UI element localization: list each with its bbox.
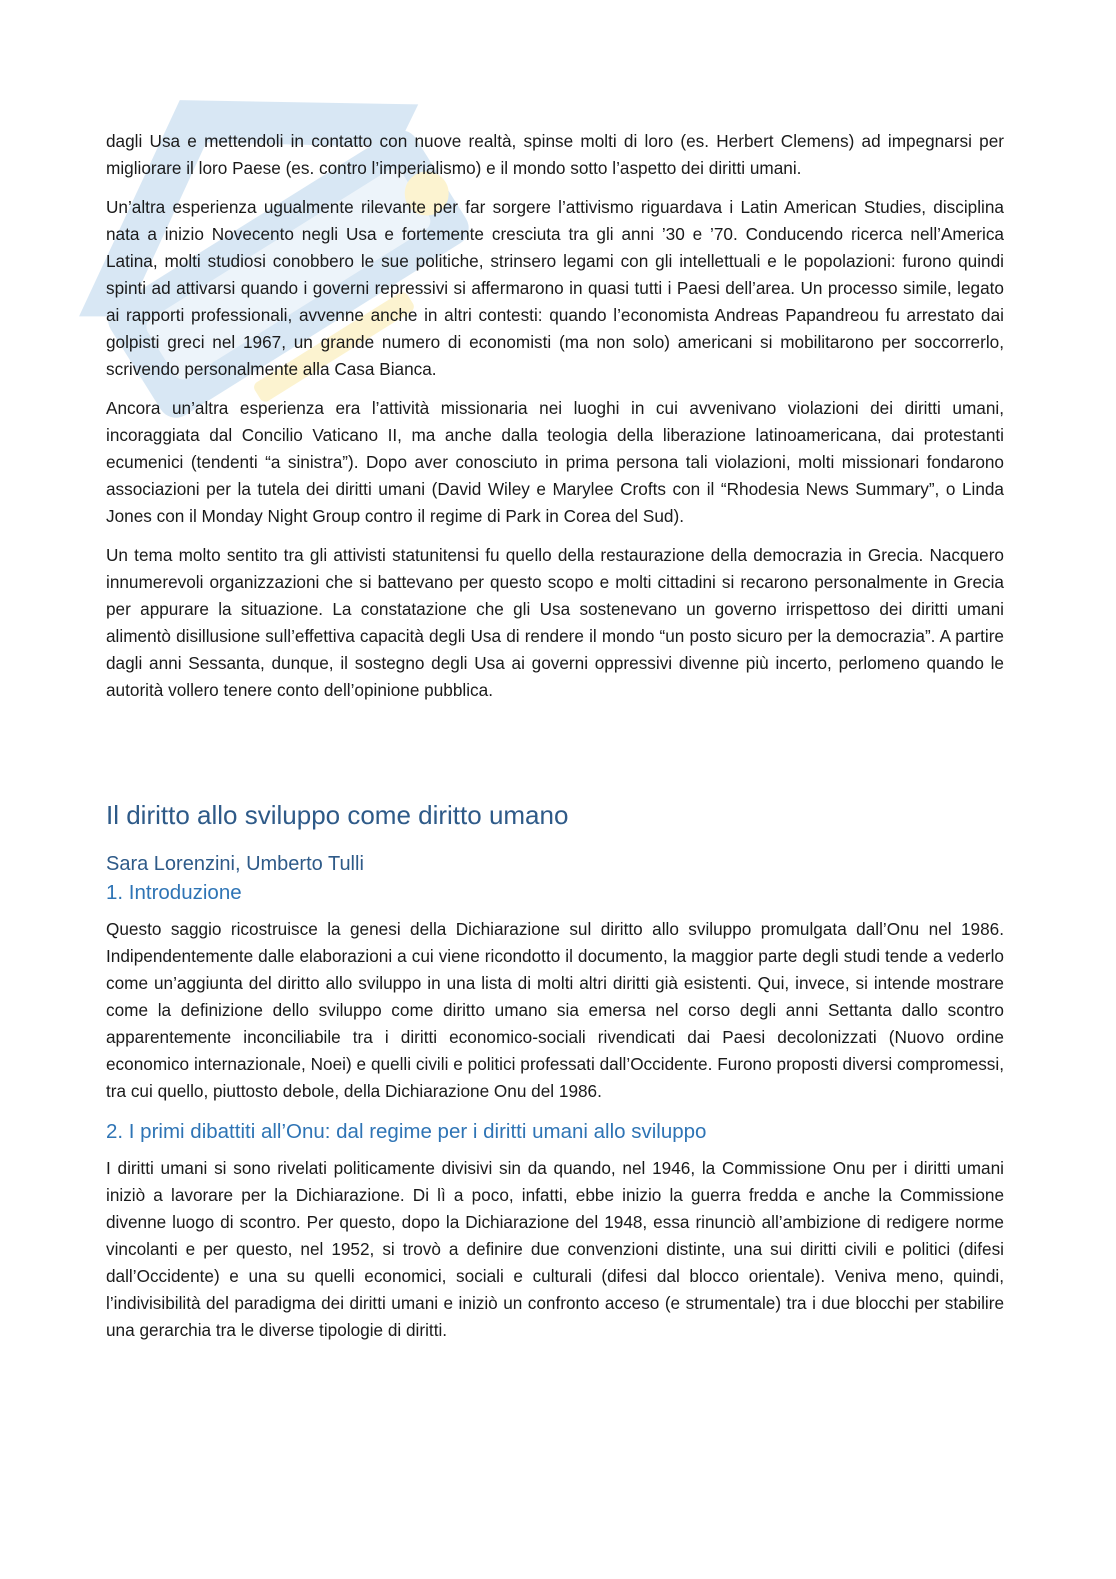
chapter-title: Il diritto allo sviluppo come diritto umano: [106, 800, 569, 830]
section-heading-primi-dibattiti: 2. I primi dibattiti all’Onu: dal regime per i diritti umani allo sviluppo: [106, 1120, 707, 1143]
paragraph: Un tema molto sentito tra gli attivisti statunitensi fu quello della restaurazione della democrazia in Grecia. Nacquero innumerevoli organizzazioni che si battevano per questo scopo e molti cittadini si recarono personalmente in Grecia per appurare la situazione. La constatazione che gli Usa sostenevano un governo irrispettoso dei diritti umani alimentò disillusione sull’effettiva capacità degli Usa di rendere il mondo “un posto sicuro per la democrazia”. A partire dagli anni Sessanta, dunque, il sostegno degli Usa ai governi oppressivi divenne più incerto, perlomeno quando le autorità vollero tenere conto dell’opinione pubblica.: [106, 545, 1004, 700]
document-page: [106, 128, 1004, 1356]
section-paragraph: I diritti umani si sono rivelati politicamente divisivi sin da quando, nel 1946, la Commissione Onu per i diritti umani iniziò a lavorare per la Dichiarazione. Di lì a poco, infatti, ebbe inizio la guerra fredda e anche la Commissione divenne luogo di scontro. Per questo, dopo la Dichiarazione del 1948, essa rinunciò all’ambizione di redigere norme vincolanti e per questo, nel 1952, si trovò a definire due convenzioni distinte, una sui diritti civili e politici (difesi dall’Occidente) e una su quelli economici, sociali e culturali (difesi dal blocco orientale). Veniva meno, quindi, l’indivisibilità del paradigma dei diritti umani e iniziò un confronto acceso (e strumentale) tra i due blocchi per stabilire una gerarchia tra le diverse tipologie di diritti.: [106, 1158, 1004, 1340]
paragraph: Ancora un’altra esperienza era l’attività missionaria nei luoghi in cui avvenivano violazioni dei diritti umani, incoraggiata dal Concilio Vaticano II, ma anche dalla teologia della liberazione latinoamericana, dai protestanti ecumenici (tendenti “a sinistra”). Dopo aver conosciuto in prima persona tali violazioni, molti missionari fondarono associazioni per la tutela dei diritti umani (David Wiley e Marylee Crofts con il “Rhodesia News Summary”, o Linda Jones con il Monday Night Group contro il regime di Park in Corea del Sud).: [106, 398, 1004, 526]
section-heading-introduzione: 1. Introduzione: [106, 881, 242, 904]
paragraph: dagli Usa e mettendoli in contatto con nuove realtà, spinse molti di loro (es. Herbert Clemens) ad impegnarsi per migliorare il loro Paese (es. contro l’imperialismo) e il mondo sotto l’aspetto dei diritti umani.: [106, 131, 1004, 178]
chapter-authors: Sara Lorenzini, Umberto Tulli: [106, 853, 364, 875]
paragraph: Un’altra esperienza ugualmente rilevante per far sorgere l’attivismo riguardava i Latin American Studies, disciplina nata a inizio Novecento negli Usa e fortemente cresciuta tra gli anni ’30 e ’70. Conducendo ricerca nell’America Latina, molti studiosi conobbero le sue politiche, strinsero legami con gli intellettuali e le popolazioni: furono quindi spinti ad attivarsi quando i governi repressivi si affermarono in quasi tutti i Paesi dell’area. Un processo simile, legato ai rapporti professionali, avvenne anche in altri contesti: quando l’economista Andreas Papandreou fu arrestato dai golpisti greci nel 1967, un grande numero di economisti (ma non solo) americani si mobilitarono per soccorrerlo, scrivendo personalmente alla Casa Bianca.: [106, 197, 1004, 379]
section-paragraph: Questo saggio ricostruisce la genesi della Dichiarazione sul diritto allo sviluppo promulgata dall’Onu nel 1986. Indipendentemente dalle elaborazioni a cui viene ricondotto il documento, la maggior parte degli studi tende a vederlo come un’aggiunta del diritto allo sviluppo in una lista di molti altri diritti già esistenti. Qui, invece, si intende mostrare come la definizione dello sviluppo come diritto umano sia emersa nel corso degli anni Settanta dallo scontro apparentemente inconciliabile tra i diritti economico-sociali rivendicati dai Paesi decolonizzati (Nuovo ordine economico internazionale, Noei) e quelli civili e politici professati dall’Occidente. Furono proposti diversi compromessi, tra cui quello, piuttosto debole, della Dichiarazione Onu del 1986.: [106, 919, 1004, 1101]
